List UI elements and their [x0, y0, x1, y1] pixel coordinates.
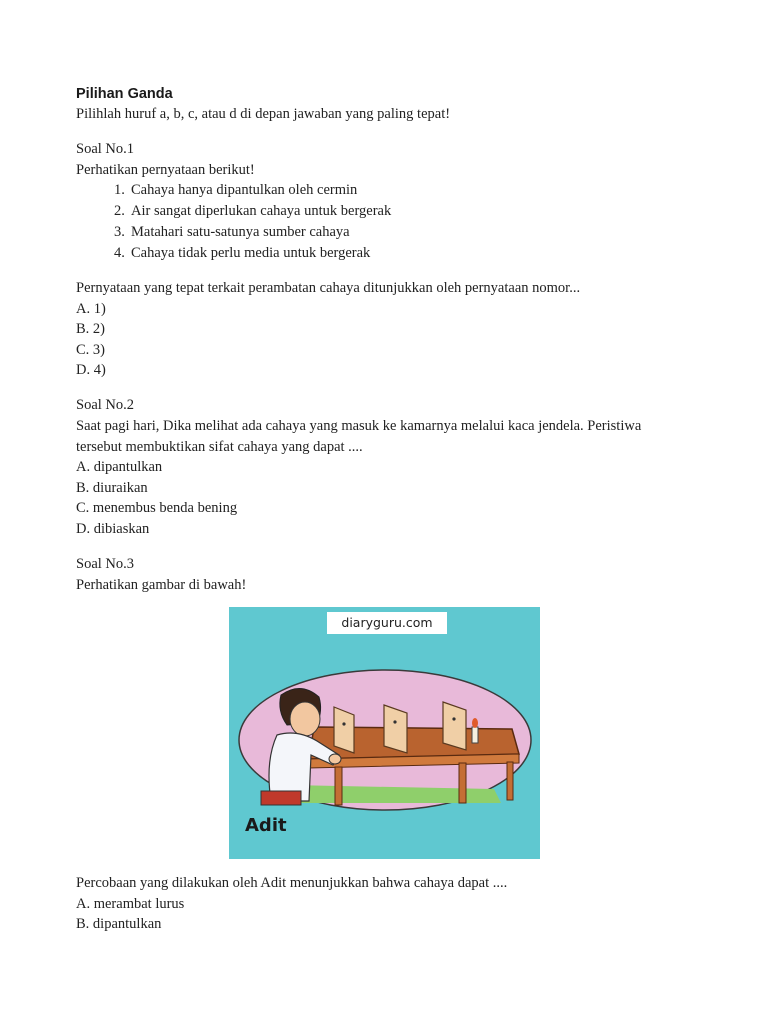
document-page	[76, 84, 696, 935]
screen-hole	[452, 718, 455, 721]
question-3-option-a: A. merambat lurus	[76, 895, 185, 912]
question-1-option-b: B. 2)	[76, 321, 105, 338]
cardboard-screen	[334, 707, 354, 753]
statement-number: 2.	[114, 203, 125, 220]
statement-item	[114, 222, 696, 243]
child-face	[290, 702, 320, 736]
question-2-title: Soal No.2	[76, 397, 134, 414]
statement-item	[114, 201, 696, 222]
question-1-option-d: D. 4)	[76, 362, 106, 379]
child-hand	[329, 754, 341, 764]
statement-number: 3.	[114, 223, 125, 240]
question-3-intro: Perhatikan gambar di bawah!	[76, 576, 247, 593]
watermark-label: diaryguru.com	[327, 612, 447, 634]
table-leg	[335, 767, 342, 805]
question-3-text: Percobaan yang dilakukan oleh Adit menunjukkan bahwa cahaya dapat ....	[76, 875, 508, 892]
question-1-option-c: C. 3)	[76, 341, 105, 358]
candle-flame	[472, 718, 478, 728]
section-heading: Pilihan Ganda	[76, 86, 173, 102]
statement-number: 1.	[114, 182, 125, 199]
question-1-option-a: A. 1)	[76, 300, 106, 317]
question-1-title: Soal No.1	[76, 141, 134, 158]
question-1-intro: Perhatikan pernyataan berikut!	[76, 161, 255, 178]
cardboard-screen	[443, 702, 466, 750]
table-leg	[459, 763, 466, 803]
statement-text: Cahaya tidak perlu media untuk bergerak	[131, 244, 371, 261]
question-2-option-c: C. menembus benda bening	[76, 500, 238, 517]
statement-text: Cahaya hanya dipantulkan oleh cermin	[131, 182, 358, 199]
question-2-option-d: D. dibiaskan	[76, 521, 150, 537]
statement-item	[114, 243, 696, 264]
screen-hole	[393, 721, 396, 724]
question-1-text: Pernyataan yang tepat terkait perambatan cahaya ditunjukkan oleh pernyataan nomor...	[76, 279, 581, 296]
child-shorts	[261, 791, 301, 805]
experiment-illustration	[229, 607, 540, 859]
question-2-option-a: A. dipantulkan	[76, 459, 163, 476]
figure-caption: Adit	[245, 815, 287, 837]
question-3-option-b: B. dipantulkan	[76, 916, 162, 933]
screen-hole	[342, 723, 345, 726]
statement-number: 4.	[114, 244, 125, 261]
statement-text: Matahari satu-satunya sumber cahaya	[131, 223, 350, 240]
statement-list	[76, 180, 696, 263]
instruction-text: Pilihlah huruf a, b, c, atau d di depan jawaban yang paling tepat!	[76, 106, 451, 122]
statement-item	[114, 180, 696, 201]
statement-text: Air sangat diperlukan cahaya untuk bergerak	[131, 203, 392, 220]
question-2-text-line2: tersebut membuktikan sifat cahaya yang dapat ....	[76, 438, 363, 455]
cardboard-screen	[384, 705, 407, 753]
question-3-title: Soal No.3	[76, 556, 134, 573]
candle	[472, 727, 478, 743]
question-2-text-line1: Saat pagi hari, Dika melihat ada cahaya yang masuk ke kamarnya melalui kaca jendela. Peristiwa	[76, 418, 642, 435]
table-leg	[507, 762, 513, 800]
question-2-option-b: B. diuraikan	[76, 479, 148, 496]
